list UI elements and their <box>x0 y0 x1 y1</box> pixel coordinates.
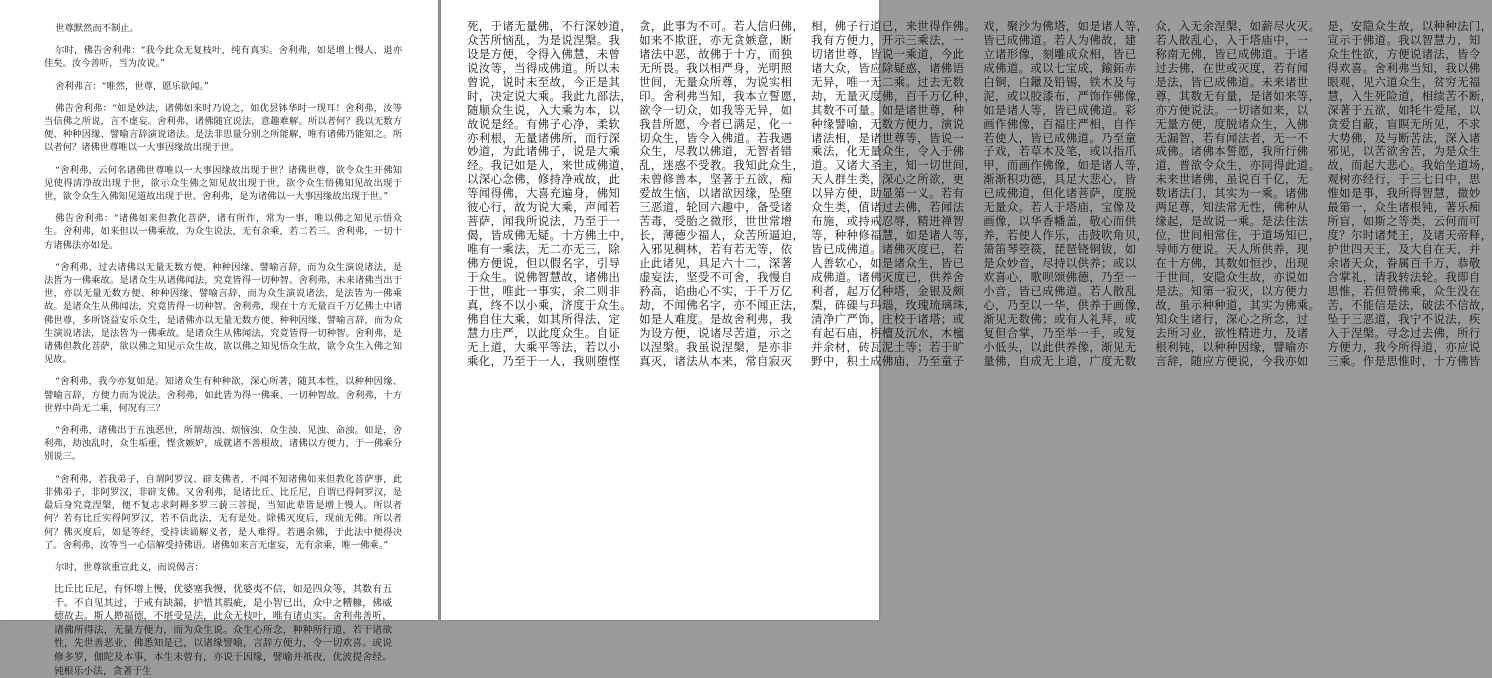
text-line: 梨，砗磲与玛瑙，玫瑰琉璃珠， <box>811 297 977 312</box>
text-line: 欢喜心，歌呗颂佛德，乃至一 <box>983 269 1137 284</box>
text-column <box>639 20 804 614</box>
text-line: 坠于三恶道，我宁不说法，疾 <box>1327 311 1481 326</box>
text-line: 众生，尽教以佛道，无智者错 <box>639 144 793 159</box>
text-line: 随顺众生说，入大乘为本，以 <box>467 102 621 117</box>
text-line: 种缘譬喻，无数方便力，演说 <box>811 116 965 131</box>
text-line: 世间，无量众所尊，为说实相 <box>639 74 793 89</box>
text-line: 真灭，诸法从本来，常自寂灭 <box>639 353 793 368</box>
text-line: 缘起，是故说一乘。是法住法 <box>1155 214 1309 229</box>
text-line: 数诸法门，其实为一乘。诸佛 <box>1155 186 1309 201</box>
text-line: 去所习业，欲性精进力，及诸 <box>1155 325 1309 340</box>
text-line: 导师方便说。天人所供养，现 <box>1155 242 1309 256</box>
text-line: 小低头，以此供养像，渐见无 <box>983 339 1137 354</box>
text-line: 虚妄法，坚受不可舍，我慢自 <box>639 269 793 284</box>
text-line: 劫，无量灭度佛，百千万亿种， <box>811 88 977 103</box>
text-line: 慧力庄严，以此度众生。自证 <box>467 325 621 340</box>
text-line: 无异，唯一无二乘。过去无数 <box>811 74 965 89</box>
text-line: 宣示于佛道。我以智慧力，知 <box>1327 32 1481 47</box>
text-line: 相，佛子行道已，来世得作佛。 <box>811 19 977 33</box>
text-line: 过去佛，在世或灭度，若有闻 <box>1155 60 1309 75</box>
text-line: 其数不可量。如是诸世尊，种 <box>811 102 965 117</box>
text-line: 乘化，乃至于一人，我则堕悭 <box>467 353 621 368</box>
text-line: 入邪见稠林，若有若无等，依 <box>639 242 793 256</box>
text-column <box>983 20 1148 614</box>
text-line: 设是方便，令得入佛慧，未曾 <box>467 46 621 61</box>
text-line: 如来不欺诳，亦无贪嫉意，断 <box>639 32 793 47</box>
paragraph: 舍利弗言：“唯然，世尊，愿乐欲闻。” <box>55 80 209 92</box>
text-column <box>467 20 632 614</box>
text-line: 无漏智，若有闻法者，无一不 <box>1155 130 1309 145</box>
text-line: 长，薄德少福人，众苦所逼迫， <box>639 228 805 243</box>
text-line: 惟如是事，我所得智慧，微妙 <box>1327 186 1481 201</box>
text-line: 入于涅槃。寻念过去佛，所行 <box>1327 325 1481 340</box>
text-line: 道。又诸大圣主，知一切世间， <box>811 158 977 173</box>
text-line: 已成佛道，但化诸菩萨，度脱 <box>983 186 1137 201</box>
paragraph: 尔时，佛告舍利弗：“我今此众无复枝叶，纯有真实。舍利弗，如是增上慢人，退亦佳矣。汝今善听，当为汝说。” <box>44 45 402 70</box>
text-line: 得欢喜。舍利弗当知，我以佛 <box>1327 60 1481 75</box>
text-line: 我有方便力，开示三乘法，一 <box>811 32 965 47</box>
text-line: 诸大众，皆应除疑惑，诸佛语 <box>811 60 965 75</box>
text-line: 切众生，皆令入佛道。若我遇 <box>639 130 793 145</box>
text-line: 众，入无余涅槃，如薪尽火灭。 <box>1155 19 1321 33</box>
text-line: 甲，而画作佛像，如是诸人等， <box>983 158 1149 173</box>
text-line: 以异方便，助显第一义。若有 <box>811 186 965 201</box>
paragraph: “舍利弗，云何名诸佛世尊唯以一大事因缘故出现于世？诸佛世尊，欲令众生开佛知见使得清净故出现于世，欲示众生佛之知见故出现于世，欲令众生悟佛知见故出现于世，欲令众生入佛知见道故出现于世。舍利弗，是为诸佛以一大事因缘故出现于世。” <box>44 164 402 203</box>
text-line: 并余材，砖瓦泥土等；若于旷 <box>811 339 965 354</box>
text-line: 贪爱自蔽，盲瞑无所见，不求 <box>1327 116 1481 131</box>
paragraph: “舍利弗，过去诸佛以无量无数方便、种种因缘、譬喻言辞，而为众生演说诸法，是法皆为一佛乘故。是诸众生从诸佛闻法，究竟皆得一切种智。舍利弗，未来诸佛当出于世，亦以无量无数方便、种种因缘、譬喻言辞，而为众生演说诸法，是法皆为一佛乘故。是诸众生从佛闻法，究竟皆得一切种智。舍利弗，现在十方无量百千万亿佛土中诸佛世尊，多所饶益安乐众生，是诸佛亦以无量无数方便、种种因缘、譬喻言辞，而为众生演说诸法，是法皆为一佛乘故。是诸众生从佛闻法，究竟皆得一切种智。舍利弗，是诸佛但教化菩萨，欲以佛之知见示众生故，欲以佛之知见悟众生故，欲令众生入佛之知见故。 <box>44 261 402 366</box>
text-line: 无量众。若人于塔庙，宝像及 <box>983 200 1137 215</box>
text-line: 渐见无数佛；或有人礼拜，或 <box>983 311 1137 326</box>
text-line: 利者，起万亿种塔，金银及颇 <box>811 283 965 298</box>
text-line: 渐渐积功德，具足大悲心，皆 <box>983 172 1137 187</box>
text-line: 成佛道。诸佛灭度已，供养舍 <box>811 269 965 284</box>
text-line: 真，终不以小乘，济度于众生。 <box>467 297 633 312</box>
text-line: 于世，唯此一事实，余二则非 <box>467 283 621 298</box>
text-line: 度？尔时诸梵王，及诸天帝释， <box>1327 228 1492 243</box>
paragraph: “舍利弗，我今亦复如是。知诸众生有种种欲，深心所著，随其本性，以种种因缘、譬喻言辞，方便力而为说法。舍利弗，如此皆为得一佛乘、一切种智故。舍利弗，十方世界中尚无二乘，何况有三？ <box>44 376 402 414</box>
text-line: 观树亦经行，于三七日中，思 <box>1327 172 1481 187</box>
text-line: 余诸天众，眷属百千万，恭敬 <box>1327 255 1481 270</box>
text-line: 眼观，见六道众生，贫穷无福 <box>1327 74 1481 89</box>
text-line: 道，普欲令众生，亦同得此道。 <box>1155 158 1321 173</box>
text-line: 三恶道，轮回六趣中，备受诸 <box>639 200 793 215</box>
text-line: 白铜，白鑞及铅锡，铁木及与 <box>983 74 1137 89</box>
left-page-text <box>44 22 402 677</box>
text-line: 于众生。说佛智慧故，诸佛出 <box>467 269 621 284</box>
text-line: 乱，迷惑不受教。我知此众生， <box>639 158 805 173</box>
text-line: 印。舍利弗当知，我本立誓愿， <box>639 88 805 103</box>
text-line: 若使人，皆已成佛道。乃至童 <box>983 130 1137 145</box>
paragraph: 比丘比丘尼，有怀增上慢，优婆塞我慢，优婆夷不信，如是四众等，其数有五千。不自见其过，于戒有缺漏，护惜其瑕疵，是小智已出，众中之糟糠，佛威德故去。斯人尠福德，不堪受是法，此众无枝叶，唯有诸贞实。舍利弗善听，诸佛所得法，无量方便力，而为众生说。众生心所念，种种所行道，若干诸欲性，先世善恶业，佛悉知是已，以诸缘譬喻，言辞方便力，令一切欢喜。或说修多罗，伽陀及本事，本生未曾有，亦说于因缘，譬喻并祇夜，优波提舍经。钝根乐小法，贪著于生 <box>54 584 392 677</box>
text-line: 成佛。诸佛本誓愿，我所行佛 <box>1155 144 1309 159</box>
text-line: 众苦所恼乱，为是说涅槃。我 <box>467 32 621 47</box>
text-line: 故，虽示种种道，其实为佛乘。 <box>1155 297 1321 312</box>
text-line: 是众妙音，尽持以供养；或以 <box>983 255 1137 270</box>
text-line: 众生类，值诸过去佛，若闻法 <box>811 200 965 215</box>
text-line: 故，而起大悲心。我始坐道场， <box>1327 158 1492 173</box>
text-line: 诸法相，是诸世尊等，皆说一 <box>811 130 965 145</box>
text-line: 以深心念佛，修持净戒故，此 <box>467 172 621 187</box>
text-line: 知众生诸行，深心之所念，过 <box>1155 311 1309 326</box>
text-line: 劫，不闻佛名字，亦不闻正法， <box>639 297 805 312</box>
text-line: 未曾修善本，坚著于五欲，痴 <box>639 172 793 187</box>
text-line: 所盲，如斯之等类，云何而可 <box>1327 214 1481 229</box>
text-line: 邪见，以苦欲舍苦，为是众生 <box>1327 144 1481 159</box>
paragraph: 佛告舍利弗：“诸佛如来但教化菩萨，诸有所作，常为一事，唯以佛之知见示悟众生。舍利弗，如来但以一佛乘故，为众生说法，无有余乘，若二若三。舍利弗，一切十方诸佛法亦如是。 <box>44 213 402 251</box>
text-line: 苦，不能信是法，破法不信故， <box>1327 297 1492 312</box>
text-line: 合掌礼，请我转法轮。我即自 <box>1327 269 1481 284</box>
text-line: 于世间，安隐众生故，亦说如 <box>1155 269 1309 284</box>
text-line: 矜高，谄曲心不实，于千万亿 <box>639 283 793 298</box>
text-line: 是，安隐众生故，以种种法门， <box>1327 19 1492 33</box>
paragraph: “舍利弗，诸佛出于五浊恶世，所谓劫浊、烦恼浊、众生浊、见浊、命浊。如是，舍利弗，劫浊乱时，众生垢重，悭贪嫉妒，成就诸不善根故，诸佛以方便力，于一佛乘分别说三。 <box>44 425 402 463</box>
text-line: 贪，此事为不可。若人信归佛， <box>639 19 805 33</box>
text-line: 切诸世尊，皆说一乘道，今此 <box>811 46 965 61</box>
right-page <box>441 0 1492 620</box>
text-line: 乘法，化无量众生，令入于佛 <box>811 144 965 159</box>
text-line: 妙道，为此诸佛子，说是大乘 <box>467 144 621 159</box>
text-line: 彼心行，故为说大乘，声闻若 <box>467 200 621 215</box>
text-line: 大势佛，及与断苦法，深入诸 <box>1327 130 1481 145</box>
text-line: 尊，其数无有量，是诸如来等， <box>1155 88 1321 103</box>
text-line: 我昔所愿，今者已满足，化一 <box>639 116 793 131</box>
text-column <box>811 20 976 614</box>
text-line: 唯有一乘法，无二亦无三，除 <box>467 242 621 256</box>
paragraph: “舍利弗，若我弟子，自谓阿罗汉、辟支佛者，不闻不知诸佛如来但教化菩萨事，此非佛弟子，非阿罗汉，非辟支佛。又舍利弗，是诸比丘、比丘尼，自谓已得阿罗汉，是最后身究竟涅槃，便不复志求阿耨多罗三藐三菩提，当知此辈皆是增上慢人。所以者何？若有比丘实得阿罗汉，若不信此法，无有是处。除佛灭度后，现前无佛。所以者何？佛灭度后，如是等经，受持读诵解义者，是人难得。若遇余佛，于此法中便得决了。舍利弗，汝等当一心信解受持佛语。诸佛如来言无虚妄，无有余乘，唯一佛乘。” <box>44 473 402 551</box>
paragraph: 佛告舍利弗：“如是妙法，诸佛如来时乃说之，如优昙钵华时一现耳！舍利弗，汝等当信佛之所说，言不虚妄。舍利弗，诸佛随宜说法，意趣难解。所以者何？我以无数方便、种种因缘、譬喻言辞演说诸法。是法非思量分别之所能解，唯有诸佛乃能知之。所以者何？诸佛世尊唯以一大事因缘故出现于世。 <box>44 102 402 154</box>
text-line: 若人散乱心，入于塔庙中，一 <box>1155 32 1309 47</box>
text-line: 泥，或以胶漆布，严饰作佛像， <box>983 88 1149 103</box>
text-line: 量佛，自成无上道，广度无数 <box>983 353 1137 368</box>
text-line: 戏，聚沙为佛塔，如是诸人等， <box>983 19 1149 33</box>
text-line: 皆已成佛道。若人为佛故，建 <box>983 32 1137 47</box>
text-line: 两足尊，知法常无性，佛种从 <box>1155 200 1309 215</box>
text-line: 根利钝，以种种因缘，譬喻亦 <box>1155 339 1309 354</box>
text-line: 无量方便，度脱诸众生，入佛 <box>1155 116 1309 131</box>
text-line: 是法。知第一寂灭，以方便力 <box>1155 283 1309 298</box>
text-line: 是法，皆已成佛道。未来诸世 <box>1155 74 1309 89</box>
text-column <box>1155 20 1320 614</box>
text-line: 爱故生恼，以诸欲因缘，坠堕 <box>639 186 793 201</box>
text-line: 护世四天王，及大自在天，并 <box>1327 242 1481 256</box>
text-line: 亦利根，无量诸佛所，而行深 <box>467 130 621 145</box>
text-line: 未来世诸佛，虽说百千亿，无 <box>1155 172 1309 187</box>
text-line: 欲令一切众，如我等无异，如 <box>639 102 793 117</box>
paragraph: 世尊默然而不制止。 <box>55 23 139 34</box>
text-line: 慧，入生死险道，相续苦不断， <box>1327 88 1492 103</box>
text-line: 箫笛琴箜篌，琵琶铙铜钹，如 <box>983 242 1137 256</box>
text-line: 深著于五欲，如牦牛爱尾，以 <box>1327 102 1481 117</box>
text-line: 经。我记如是人，来世成佛道， <box>467 158 633 173</box>
text-line: 布施，或持戒忍辱，精进禅智 <box>811 214 965 229</box>
text-line: 止此诸见，具足六十二，深著 <box>639 255 793 270</box>
text-line: 如是人难度。是故舍利弗，我 <box>639 311 793 326</box>
text-line: 小音，皆已成佛道。若人散乱 <box>983 283 1137 298</box>
text-line: 等，种种修福慧，如是诸人等， <box>811 228 977 243</box>
text-line: 在十方佛，其数如恒沙，出现 <box>1155 255 1309 270</box>
text-line: 三乘。作是思惟时，十方佛皆 <box>1327 353 1481 368</box>
text-line: 称南无佛，皆已成佛道。于诸 <box>1155 46 1309 61</box>
text-line: 诸法中恶，故佛于十方，而独 <box>639 46 793 61</box>
text-line: 无上道，大乘平等法，若以小 <box>467 339 621 354</box>
text-column <box>1327 20 1492 614</box>
text-line: 有起石庙，栴檀及沉水，木櫁 <box>811 325 965 340</box>
text-line: 野中，积土成佛庙，乃至童子 <box>811 353 965 368</box>
text-line: 子戏，若草木及笔，或以指爪 <box>983 144 1137 159</box>
text-line: 亦方便说法。一切诸如来，以 <box>1155 102 1309 117</box>
text-line: 言辞，随应方便说，今我亦如 <box>1155 353 1309 368</box>
text-line: 心，乃至以一华，供养于画像， <box>983 297 1149 312</box>
text-line: 位，世间相常住，于道场知已， <box>1155 228 1321 243</box>
text-line: 如是诸人等，皆已成佛道。彩 <box>983 102 1137 117</box>
text-line: 养，若使人作乐，击鼓吹角贝， <box>983 228 1149 243</box>
text-line: 曾说，说时未至故，今正是其 <box>467 74 621 89</box>
text-line: 偈，皆成佛无疑。十方佛土中， <box>467 228 633 243</box>
text-line: 佛方便说，但以假名字，引导 <box>467 255 621 270</box>
text-line: 皆已成佛道。诸佛灭度已，若 <box>811 242 965 256</box>
text-line: 佛自住大乘，如其所得法，定 <box>467 311 621 326</box>
text-line: 死，于诸无量佛，不行深妙道， <box>467 19 633 33</box>
right-page-columns <box>467 19 1492 614</box>
text-line: 天人群生类，深心之所欲，更 <box>811 172 965 187</box>
text-line: 方便力，我今所得道，亦应说 <box>1327 339 1481 354</box>
text-line: 等闻得佛，大喜充遍身，佛知 <box>467 186 621 201</box>
text-line: 说汝等，当得成佛道。所以未 <box>467 60 621 75</box>
left-page <box>0 0 438 677</box>
text-line: 思惟，若但赞佛乘，众生没在 <box>1327 283 1481 298</box>
text-line: 最第一，众生诸根钝，著乐痴 <box>1327 200 1481 215</box>
text-line: 成佛道。或以七宝成，鍮鉐赤 <box>983 60 1137 75</box>
text-line: 清净广严饰，庄校于诸塔；或 <box>811 311 965 326</box>
text-line: 无所畏。我以相严身，光明照 <box>639 60 793 75</box>
text-line: 复但合掌，乃至举一手，或复 <box>983 325 1137 340</box>
text-line: 菩萨，闻我所说法，乃至于一 <box>467 214 621 229</box>
text-line: 立诸形像，刻雕成众相，皆已 <box>983 46 1137 61</box>
text-line: 人善软心，如是诸众生，皆已 <box>811 255 965 270</box>
text-line: 众生性欲，方便说诸法，皆令 <box>1327 46 1481 61</box>
text-line: 画像，以华香幡盖，敬心而供 <box>983 214 1137 229</box>
text-line: 为设方便，说诸尽苦道，示之 <box>639 325 793 340</box>
text-line: 时，决定说大乘。我此九部法， <box>467 88 633 103</box>
text-line: 苦毒，受胎之微形，世世常增 <box>639 214 793 229</box>
text-line: 画作佛像，百福庄严相，自作 <box>983 116 1137 131</box>
text-line: 以涅槃。我虽说涅槃，是亦非 <box>639 339 793 354</box>
paragraph: 尔时，世尊欲重宣此义，而说偈言： <box>55 561 204 573</box>
text-line: 故说是经。有佛子心净，柔软 <box>467 116 621 131</box>
